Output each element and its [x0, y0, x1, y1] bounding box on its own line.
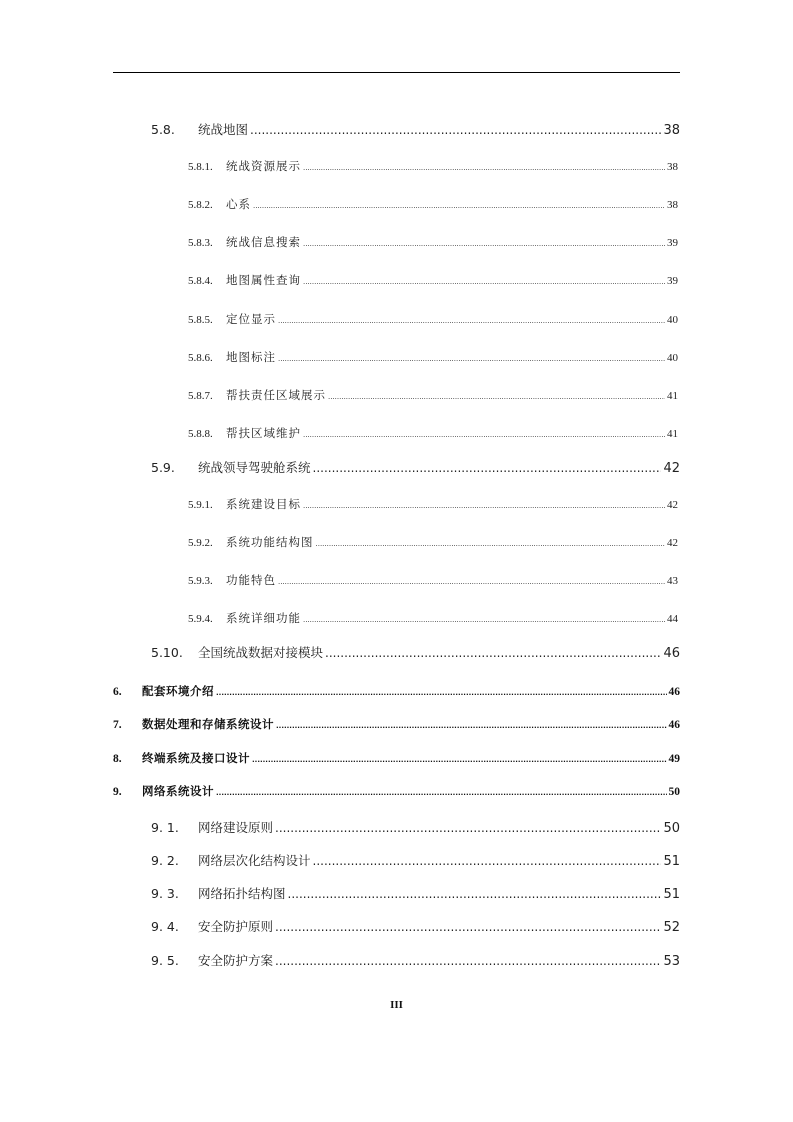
toc-entry-title: 终端系统及接口设计: [142, 751, 250, 765]
dot-leader: [316, 536, 666, 550]
toc-entry-page: 46: [668, 719, 680, 731]
page-number: III: [390, 999, 403, 1011]
toc-entry-page: 42: [667, 537, 678, 549]
toc-entry-page: 43: [667, 575, 678, 587]
toc-entry-page: 38: [667, 199, 678, 211]
dot-leader: [313, 853, 662, 869]
toc-entry-page: 38: [663, 123, 680, 138]
toc-entry-page: 38: [667, 161, 678, 173]
toc-entry-9-1[interactable]: [151, 820, 680, 836]
toc-entry-page: 46: [668, 686, 680, 698]
dot-leader: [278, 351, 665, 365]
toc-entry-number: 9. 4.: [151, 919, 179, 934]
dot-leader: [313, 460, 662, 476]
toc-entry-number: 5.8.: [151, 122, 175, 137]
toc-entry-title: 安全防护方案: [198, 953, 274, 968]
dot-leader: [303, 427, 665, 441]
toc-entry-number: 5.8.6.: [188, 352, 213, 364]
dot-leader: [278, 574, 665, 588]
toc-entry-number: 8.: [113, 753, 122, 765]
toc-entry-page: 46: [663, 646, 680, 661]
toc-entry-title: 数据处理和存储系统设计: [142, 717, 274, 731]
toc-entry-page: 42: [667, 499, 678, 511]
toc-entry-number: 5.9.4.: [188, 613, 213, 625]
toc-entry-5-8-4[interactable]: [188, 272, 678, 288]
toc-entry-title: 全国统战数据对接模块: [198, 645, 324, 660]
toc-entry-5-8[interactable]: [151, 122, 680, 138]
toc-entry-7[interactable]: [113, 716, 680, 732]
toc-entry-number: 5.8.7.: [188, 390, 213, 402]
toc-entry-page: 41: [667, 390, 678, 402]
toc-entry-5-8-2[interactable]: [188, 196, 678, 212]
toc-entry-number: 5.9.1.: [188, 499, 213, 511]
dot-leader: [303, 160, 665, 174]
toc-entry-number: 5.8.8.: [188, 428, 213, 440]
toc-entry-number: 9. 3.: [151, 886, 179, 901]
toc-entry-5-9-4[interactable]: [188, 610, 678, 626]
dot-leader: [303, 498, 665, 512]
toc-entry-number: 5.10.: [151, 645, 183, 660]
dot-leader: [303, 236, 665, 250]
toc-entry-title: 网络系统设计: [142, 784, 214, 798]
toc-entry-5-9-1[interactable]: [188, 496, 678, 512]
toc-entry-number: 9.: [113, 786, 122, 798]
dot-leader: [252, 752, 667, 766]
toc-entry-title: 帮扶责任区域展示: [226, 388, 326, 402]
toc-entry-title: 系统建设目标: [226, 497, 301, 511]
toc-entry-page: 52: [663, 920, 680, 935]
toc-entry-page: 39: [667, 275, 678, 287]
toc-entry-5-8-1[interactable]: [188, 158, 678, 174]
toc-entry-9[interactable]: [113, 783, 680, 799]
toc-entry-page: 40: [667, 352, 678, 364]
toc-entry-5-10[interactable]: [151, 645, 680, 661]
toc-entry-title: 安全防护原则: [198, 919, 274, 934]
dot-leader: [253, 198, 665, 212]
toc-entry-5-9[interactable]: [151, 460, 680, 476]
toc-entry-5-9-2[interactable]: [188, 534, 678, 550]
toc-entry-9-4[interactable]: [151, 919, 680, 935]
dot-leader: [275, 919, 661, 935]
toc-entry-number: 5.8.2.: [188, 199, 213, 211]
dot-leader: [288, 886, 662, 902]
toc-entry-number: 5.8.4.: [188, 275, 213, 287]
dot-leader: [216, 685, 667, 699]
toc-entry-title: 配套环境介绍: [142, 684, 214, 698]
toc-entry-title: 地图标注: [226, 350, 276, 364]
dot-leader: [328, 389, 665, 403]
toc-entry-page: 51: [663, 854, 680, 869]
toc-entry-page: 50: [663, 821, 680, 836]
toc-entry-title: 地图属性查询: [226, 273, 301, 287]
toc-entry-number: 6.: [113, 686, 122, 698]
toc-entry-5-8-5[interactable]: [188, 311, 678, 327]
toc-entry-number: 5.9.: [151, 460, 175, 475]
dot-leader: [250, 122, 661, 138]
dot-leader: [216, 785, 667, 799]
toc-entry-page: 42: [663, 461, 680, 476]
toc-entry-title: 统战地图: [198, 122, 249, 137]
toc-entry-number: 5.8.1.: [188, 161, 213, 173]
toc-entry-page: 51: [663, 887, 680, 902]
dot-leader: [275, 820, 661, 836]
toc-entry-page: 41: [667, 428, 678, 440]
toc-entry-page: 49: [668, 753, 680, 765]
toc-entry-number: 5.9.2.: [188, 537, 213, 549]
toc-entry-5-8-7[interactable]: [188, 387, 678, 403]
toc-entry-6[interactable]: [113, 683, 680, 699]
toc-entry-5-8-3[interactable]: [188, 234, 678, 250]
toc-entry-title: 系统详细功能: [226, 611, 301, 625]
dot-leader: [303, 612, 665, 626]
toc-entry-9-5[interactable]: [151, 953, 680, 969]
toc-entry-number: 5.9.3.: [188, 575, 213, 587]
toc-entry-page: 50: [668, 786, 680, 798]
toc-entry-title: 心系: [226, 197, 251, 211]
toc-entry-title: 网络拓扑结构图: [198, 886, 286, 901]
toc-entry-title: 定位显示: [226, 312, 276, 326]
toc-entry-title: 功能特色: [226, 573, 276, 587]
dot-leader: [275, 953, 661, 969]
toc-entry-page: 40: [667, 314, 678, 326]
toc-entry-title: 统战领导驾驶舱系统: [198, 460, 311, 475]
toc-entry-title: 网络建设原则: [198, 820, 274, 835]
dot-leader: [278, 313, 665, 327]
toc-entry-page: 53: [663, 954, 680, 969]
toc-entry-title: 系统功能结构图: [226, 535, 314, 549]
toc-entry-number: 5.8.3.: [188, 237, 213, 249]
toc-entry-title: 统战信息搜索: [226, 235, 301, 249]
toc-entry-number: 9. 1.: [151, 820, 179, 835]
dot-leader: [303, 274, 665, 288]
toc-entry-5-8-6[interactable]: [188, 349, 678, 365]
dot-leader: [325, 645, 661, 661]
toc-entry-title: 网络层次化结构设计: [198, 853, 311, 868]
toc-entry-title: 统战资源展示: [226, 159, 301, 173]
toc-entry-page: 44: [667, 613, 678, 625]
toc-entry-9-2[interactable]: [151, 853, 680, 869]
toc-entry-9-3[interactable]: [151, 886, 680, 902]
toc-entry-5-9-3[interactable]: [188, 572, 678, 588]
toc-entry-number: 9. 5.: [151, 953, 179, 968]
dot-leader: [276, 718, 667, 732]
toc-entry-number: 7.: [113, 719, 122, 731]
toc-entry-number: 5.8.5.: [188, 314, 213, 326]
toc-entry-5-8-8[interactable]: [188, 425, 678, 441]
toc-entry-page: 39: [667, 237, 678, 249]
toc-entry-8[interactable]: [113, 750, 680, 766]
toc-entry-number: 9. 2.: [151, 853, 179, 868]
toc-entry-title: 帮扶区域维护: [226, 426, 301, 440]
